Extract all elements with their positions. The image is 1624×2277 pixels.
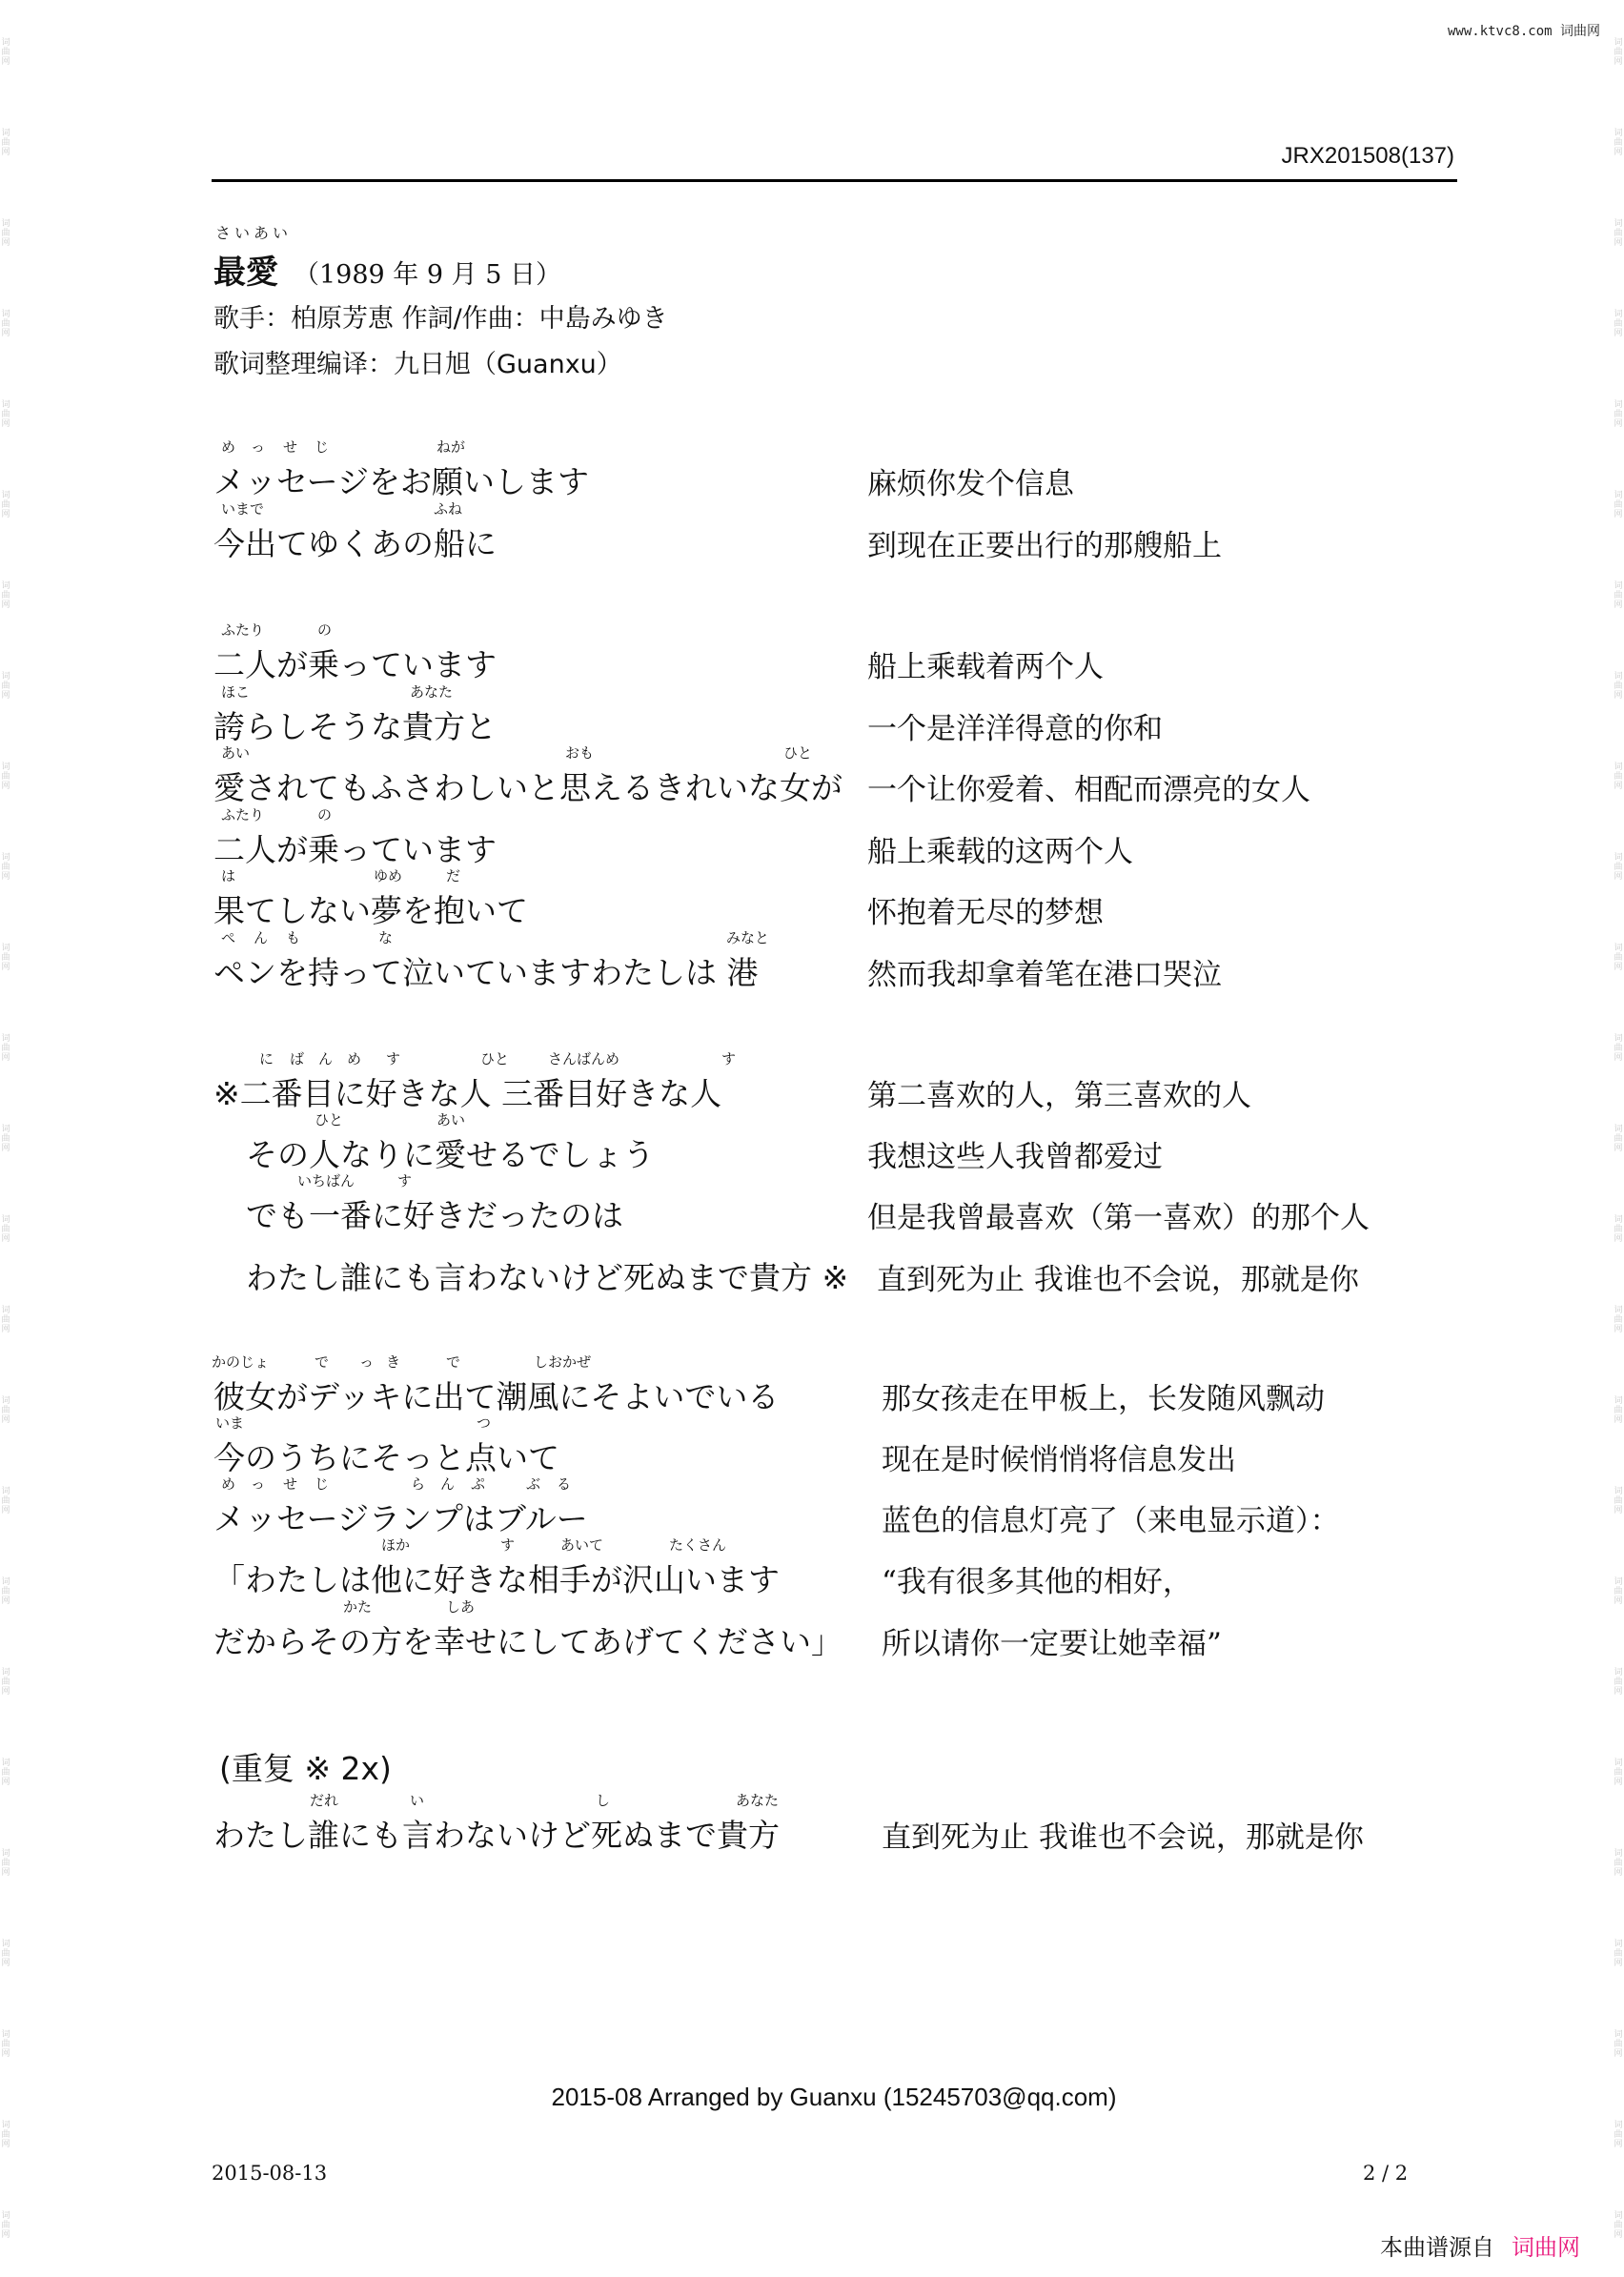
watermark-text: 词曲网 [1, 672, 10, 701]
lyric-zh-line: 一个是洋洋得意的你和 [867, 712, 1163, 746]
lyric-ja-line: その人なりに愛せるでしょう [246, 1136, 655, 1173]
watermark-text: 词曲网 [1, 1125, 10, 1153]
watermark-text: 词曲网 [1614, 1849, 1623, 1878]
furigana: ゆめ [374, 867, 403, 884]
lyric-ja-line: 果てしない夢を抱いて [213, 892, 528, 929]
furigana: じ [315, 438, 330, 456]
furigana: さんばんめ [548, 1050, 620, 1067]
furigana: ふたり [221, 806, 265, 823]
lyric-zh-line: 直到死为止 我谁也不会说，那就是你 [882, 1820, 1364, 1855]
watermark-text: 词曲网 [1, 1396, 10, 1425]
song-title: 最愛 [213, 254, 278, 292]
furigana: め [347, 1050, 362, 1067]
furigana: みなと [726, 929, 770, 946]
furigana: かのじょ [212, 1353, 270, 1371]
lyric-ja-line: 彼女がデッキに出て潮風にそよいでいる [213, 1378, 780, 1415]
watermark-text: 词曲网 [1, 853, 10, 882]
watermark-text: 词曲网 [1614, 1215, 1623, 1244]
furigana: いま [215, 1414, 245, 1432]
watermark-text: 词曲网 [1614, 310, 1623, 338]
furigana: かた [343, 1598, 373, 1616]
furigana: だ [446, 867, 461, 884]
lyric-zh-line: 船上乘载着两个人 [867, 650, 1104, 684]
watermark-text: 词曲网 [1614, 1577, 1623, 1606]
furigana: で [315, 1353, 330, 1371]
furigana: す [397, 1172, 413, 1189]
lyric-zh-line: “我有很多其他的相好， [882, 1565, 1192, 1599]
lyric-zh-line: 然而我却拿着笔在港口哭泣 [867, 958, 1222, 992]
watermark-text: 词曲网 [1, 1759, 10, 1787]
title-ruby: さいあい [215, 224, 293, 242]
furigana: っ [359, 1353, 375, 1371]
lyric-ja-line: ※二番目に好きな人 三番目好きな人 [213, 1075, 722, 1112]
furigana: す [721, 1050, 737, 1067]
source-label: 本曲谱源自 [1380, 2234, 1494, 2261]
lyric-zh-line: 那女孩走在甲板上，长发随风飘动 [882, 1382, 1325, 1416]
watermark-text: 词曲网 [1614, 944, 1623, 972]
watermark-text: 词曲网 [1, 1940, 10, 1968]
lyric-zh-line: 直到死为止 我谁也不会说，那就是你 [877, 1263, 1359, 1297]
furigana: ひと [315, 1111, 344, 1128]
watermark-text: 词曲网 [1, 581, 10, 610]
lyric-zh-line: 一个让你爱着、相配而漂亮的女人 [867, 773, 1310, 807]
watermark-text: 词曲网 [1614, 1487, 1623, 1515]
header-rule [212, 179, 1457, 182]
lyric-ja-line: メッセージランプはブルー [213, 1500, 588, 1537]
furigana: ほか [381, 1536, 411, 1554]
furigana: ねが [436, 438, 466, 456]
watermark-text: 词曲网 [1614, 219, 1623, 248]
lyric-ja-line: でも一番に好きだったのは [246, 1197, 623, 1234]
watermark-text: 词曲网 [1614, 2121, 1623, 2149]
furigana: ら [411, 1475, 426, 1493]
watermark-text: 词曲网 [1614, 672, 1623, 701]
furigana: き [386, 1353, 401, 1371]
lyric-zh-line: 船上乘载的这两个人 [867, 835, 1133, 869]
furigana: な [378, 929, 394, 946]
furigana: ほこ [221, 683, 251, 701]
document-code: JRX201508(137) [1281, 143, 1454, 169]
furigana: あいて [560, 1536, 604, 1554]
furigana: たくさん [669, 1536, 727, 1554]
watermark-text: 词曲网 [1, 400, 10, 429]
lyric-ja-line: わたし誰にも言わないけど死ぬまで貴方 [213, 1817, 780, 1854]
furigana: つ [477, 1414, 492, 1432]
lyric-ja-line: わたし誰にも言わないけど死ぬまで貴方 ※ [246, 1259, 849, 1296]
furigana: ひと [480, 1050, 510, 1067]
watermark-text: 词曲网 [1, 129, 10, 157]
furigana: い [410, 1792, 425, 1809]
furigana: あなた [410, 683, 454, 701]
watermark-text: 词曲网 [1614, 1668, 1623, 1697]
furigana: いまで [221, 500, 265, 518]
watermark-text: 词曲网 [1614, 129, 1623, 157]
lyric-ja-line: メッセージをお願いします [213, 463, 590, 500]
watermark-text: 词曲网 [1, 491, 10, 519]
lyric-zh-line: 到现在正要出行的那艘船上 [867, 529, 1222, 563]
furigana: しあ [446, 1598, 476, 1616]
watermark-text: 词曲网 [1614, 38, 1623, 67]
furigana: で [446, 1353, 461, 1371]
furigana: も [286, 929, 301, 946]
watermark-text: 词曲网 [1614, 2211, 1623, 2240]
watermark-text: 词曲网 [1, 1849, 10, 1878]
lyric-zh-line: 我想这些人我曾都爱过 [867, 1140, 1163, 1174]
lyric-ja-line: 愛されてもふさわしいと思えるきれいな女が [213, 769, 842, 806]
watermark-text: 词曲网 [1, 310, 10, 338]
furigana: ぺ [221, 929, 236, 946]
furigana: に [259, 1050, 274, 1067]
furigana: ば [290, 1050, 305, 1067]
furigana: っ [251, 438, 266, 456]
lyric-zh-line: 现在是时候悄悄将信息发出 [882, 1443, 1236, 1477]
lyric-ja-line: 「わたしは他に好きな相手が沢山います [213, 1561, 780, 1598]
furigana: っ [251, 1475, 266, 1493]
furigana: じ [315, 1475, 330, 1493]
lyric-ja-line: 二人が乗っています [213, 831, 497, 868]
watermark-text: 词曲网 [1, 219, 10, 248]
furigana: め [221, 1475, 236, 1493]
watermark-text: 词曲网 [1614, 762, 1623, 791]
watermark-text: 词曲网 [1, 1668, 10, 1697]
watermark-text: 词曲网 [1614, 400, 1623, 429]
lyric-ja-line: 二人が乗っています [213, 646, 497, 683]
watermark-text: 词曲网 [1614, 1759, 1623, 1787]
furigana: ぷ [471, 1475, 486, 1493]
watermark-text: 词曲网 [1, 762, 10, 791]
lyric-zh-line: 第二喜欢的人，第三喜欢的人 [867, 1079, 1251, 1113]
lyric-zh-line: 怀抱着无尽的梦想 [867, 896, 1104, 930]
furigana: ひと [783, 744, 813, 762]
watermark-text: 词曲网 [1, 1577, 10, 1606]
furigana: は [221, 867, 236, 884]
source-note [1380, 2228, 1580, 2262]
furigana: あい [436, 1111, 466, 1128]
furigana: し [596, 1792, 611, 1809]
furigana: す [386, 1050, 401, 1067]
furigana: の [317, 621, 333, 639]
watermark-text: 词曲网 [1, 1215, 10, 1244]
furigana: ん [318, 1050, 334, 1067]
source-site: 词曲网 [1512, 2234, 1580, 2261]
furigana: ぶ [526, 1475, 541, 1493]
furigana: ふたり [221, 621, 265, 639]
watermark-text: 词曲网 [1, 944, 10, 972]
lyric-ja-line: 誇らしそうな貴方と [213, 708, 497, 745]
furigana: しおかぜ [534, 1353, 592, 1371]
song-date: （1989 年 9 月 5 日） [294, 260, 561, 290]
furigana: あい [221, 744, 251, 762]
lyric-ja-line: 今のうちにそっと点いて [213, 1439, 559, 1476]
lyric-zh-line: 麻烦你发个信息 [867, 467, 1074, 501]
page-number: 2 / 2 [1363, 2162, 1409, 2185]
watermark-text: 词曲网 [1, 2030, 10, 2059]
watermark-text: 词曲网 [1614, 581, 1623, 610]
watermark-text: 词曲网 [1614, 1940, 1623, 1968]
furigana: め [221, 438, 236, 456]
watermark-text: 词曲网 [1614, 853, 1623, 882]
watermark-text: 词曲网 [1, 2121, 10, 2149]
watermark-text: 词曲网 [1614, 1125, 1623, 1153]
watermark-text: 词曲网 [1614, 1396, 1623, 1425]
print-date: 2015-08-13 [212, 2162, 328, 2185]
watermark-text: 词曲网 [1, 38, 10, 67]
lyric-zh-line: 蓝色的信息灯亮了（来电显示道）： [882, 1504, 1340, 1538]
watermark-text: 词曲网 [1, 1034, 10, 1063]
furigana: る [557, 1475, 572, 1493]
lyric-ja-line: ペンを持って泣いていますわたしは 港 [213, 954, 759, 991]
watermark-strip-left [0, 0, 11, 2277]
furigana: ん [254, 929, 269, 946]
furigana: の [317, 806, 333, 823]
lyric-zh-line: 所以请你一定要让她幸福” [882, 1627, 1222, 1661]
furigana: ん [440, 1475, 456, 1493]
watermark-text: 词曲网 [1, 1306, 10, 1334]
lyric-zh-line: 但是我曾最喜欢（第一喜欢）的那个人 [867, 1201, 1370, 1235]
watermark-text: 词曲网 [1, 1487, 10, 1515]
lyric-ja-line: (重复 ※ 2x) [219, 1750, 392, 1787]
watermark-text: 词曲网 [1614, 2030, 1623, 2059]
site-url: www.ktvc8.com 词曲网 [1447, 24, 1600, 39]
lyric-ja-line: 今出てゆくあの船に [213, 525, 497, 562]
furigana: ふね [434, 500, 463, 518]
watermark-strip-right [1613, 0, 1624, 2277]
translator-line: 歌词整理编译：九日旭（Guanxu） [213, 350, 622, 379]
furigana: いちばん [297, 1172, 355, 1189]
watermark-text: 词曲网 [1614, 1034, 1623, 1063]
watermark-text: 词曲网 [1, 2211, 10, 2240]
watermark-text: 词曲网 [1614, 1306, 1623, 1334]
arranged-by: 2015-08 Arranged by Guanxu (15245703@qq.com) [551, 2083, 1117, 2111]
furigana: おも [565, 744, 595, 762]
furigana: せ [283, 1475, 298, 1493]
singer-line: 歌手：柏原芳恵 作詞/作曲：中島みゆき [213, 304, 668, 334]
furigana: す [500, 1536, 516, 1554]
furigana: あなた [736, 1792, 780, 1809]
furigana: だれ [310, 1792, 339, 1809]
lyric-ja-line: だからその方を幸せにしてあげてください」 [213, 1623, 842, 1660]
watermark-text: 词曲网 [1614, 491, 1623, 519]
furigana: せ [283, 438, 298, 456]
